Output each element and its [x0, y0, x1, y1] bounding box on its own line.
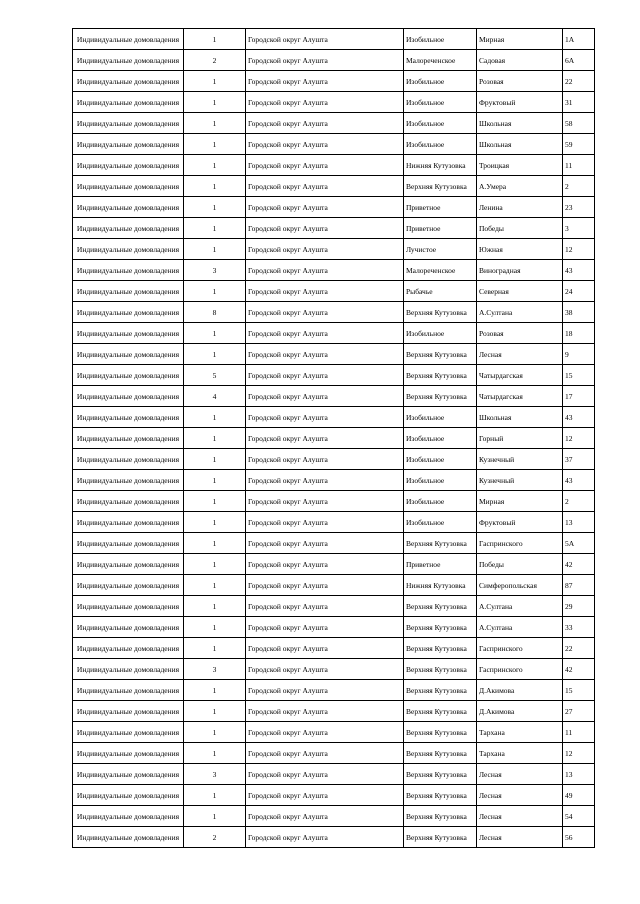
cell-locality: Изобильное [404, 512, 477, 533]
cell-locality: Верхняя Кутузовка [404, 680, 477, 701]
cell-quantity: 1 [184, 323, 246, 344]
table-row [73, 785, 595, 806]
cell-street: Фруктовый [477, 92, 563, 113]
cell-building-type: Индивидуальные домовладения [73, 428, 184, 449]
cell-locality: Малореченское [404, 50, 477, 71]
table-row [73, 113, 595, 134]
cell-locality: Верхняя Кутузовка [404, 764, 477, 785]
cell-district: Городской округ Алушта [246, 449, 404, 470]
table-row [73, 29, 595, 50]
cell-house-number: 23 [563, 197, 595, 218]
table-row [73, 596, 595, 617]
cell-house-number: 3 [563, 218, 595, 239]
table-row [73, 827, 595, 848]
cell-building-type: Индивидуальные домовладения [73, 323, 184, 344]
cell-street: Тархана [477, 722, 563, 743]
cell-building-type: Индивидуальные домовладения [73, 764, 184, 785]
cell-district: Городской округ Алушта [246, 134, 404, 155]
cell-locality: Изобильное [404, 449, 477, 470]
cell-house-number: 2 [563, 176, 595, 197]
cell-district: Городской округ Алушта [246, 155, 404, 176]
cell-quantity: 1 [184, 239, 246, 260]
cell-street: Тархана [477, 743, 563, 764]
cell-locality: Нижняя Кутузовка [404, 575, 477, 596]
cell-district: Городской округ Алушта [246, 491, 404, 512]
cell-locality: Верхняя Кутузовка [404, 344, 477, 365]
cell-street: Мирная [477, 29, 563, 50]
cell-street: Д.Акимова [477, 680, 563, 701]
cell-building-type: Индивидуальные домовладения [73, 533, 184, 554]
cell-street: Кузнечный [477, 449, 563, 470]
cell-quantity: 1 [184, 197, 246, 218]
cell-building-type: Индивидуальные домовладения [73, 785, 184, 806]
table-row [73, 260, 595, 281]
table-row [73, 722, 595, 743]
cell-district: Городской округ Алушта [246, 281, 404, 302]
cell-building-type: Индивидуальные домовладения [73, 92, 184, 113]
cell-district: Городской округ Алушта [246, 743, 404, 764]
cell-street: Лесная [477, 806, 563, 827]
table-row [73, 281, 595, 302]
cell-district: Городской округ Алушта [246, 617, 404, 638]
cell-building-type: Индивидуальные домовладения [73, 743, 184, 764]
cell-building-type: Индивидуальные домовладения [73, 113, 184, 134]
cell-street: Садовая [477, 50, 563, 71]
cell-street: Фруктовый [477, 512, 563, 533]
cell-locality: Изобильное [404, 92, 477, 113]
cell-quantity: 3 [184, 260, 246, 281]
cell-house-number: 43 [563, 407, 595, 428]
cell-locality: Верхняя Кутузовка [404, 302, 477, 323]
cell-street: Южная [477, 239, 563, 260]
cell-quantity: 5 [184, 365, 246, 386]
cell-building-type: Индивидуальные домовладения [73, 176, 184, 197]
cell-quantity: 1 [184, 449, 246, 470]
cell-street: Гаспринского [477, 638, 563, 659]
cell-building-type: Индивидуальные домовладения [73, 512, 184, 533]
table-row [73, 428, 595, 449]
cell-quantity: 2 [184, 827, 246, 848]
cell-district: Городской округ Алушта [246, 50, 404, 71]
cell-street: Чатырдагская [477, 386, 563, 407]
cell-house-number: 58 [563, 113, 595, 134]
cell-house-number: 43 [563, 260, 595, 281]
cell-house-number: 38 [563, 302, 595, 323]
cell-building-type: Индивидуальные домовладения [73, 239, 184, 260]
cell-house-number: 54 [563, 806, 595, 827]
cell-street: Розовая [477, 71, 563, 92]
cell-district: Городской округ Алушта [246, 470, 404, 491]
cell-locality: Верхняя Кутузовка [404, 827, 477, 848]
cell-locality: Изобильное [404, 29, 477, 50]
cell-quantity: 1 [184, 701, 246, 722]
cell-locality: Изобильное [404, 470, 477, 491]
cell-district: Городской округ Алушта [246, 428, 404, 449]
cell-locality: Верхняя Кутузовка [404, 701, 477, 722]
cell-district: Городской округ Алушта [246, 344, 404, 365]
table-row [73, 449, 595, 470]
cell-building-type: Индивидуальные домовладения [73, 344, 184, 365]
cell-house-number: 1А [563, 29, 595, 50]
cell-district: Городской округ Алушта [246, 29, 404, 50]
cell-building-type: Индивидуальные домовладения [73, 218, 184, 239]
cell-quantity: 1 [184, 407, 246, 428]
cell-house-number: 6А [563, 50, 595, 71]
table-row [73, 512, 595, 533]
table-row [73, 218, 595, 239]
cell-building-type: Индивидуальные домовладения [73, 680, 184, 701]
cell-quantity: 1 [184, 176, 246, 197]
table-row [73, 491, 595, 512]
cell-quantity: 1 [184, 806, 246, 827]
cell-district: Городской округ Алушта [246, 386, 404, 407]
cell-building-type: Индивидуальные домовладения [73, 449, 184, 470]
cell-street: Лесная [477, 344, 563, 365]
cell-quantity: 1 [184, 575, 246, 596]
cell-house-number: 13 [563, 764, 595, 785]
cell-locality: Приветное [404, 218, 477, 239]
cell-building-type: Индивидуальные домовладения [73, 806, 184, 827]
cell-building-type: Индивидуальные домовладения [73, 260, 184, 281]
cell-locality: Изобильное [404, 71, 477, 92]
cell-street: Школьная [477, 134, 563, 155]
cell-house-number: 2 [563, 491, 595, 512]
cell-street: Лесная [477, 785, 563, 806]
cell-street: Троицкая [477, 155, 563, 176]
cell-quantity: 8 [184, 302, 246, 323]
cell-district: Городской округ Алушта [246, 176, 404, 197]
cell-street: Розовая [477, 323, 563, 344]
table-row [73, 50, 595, 71]
cell-house-number: 33 [563, 617, 595, 638]
cell-quantity: 1 [184, 428, 246, 449]
cell-locality: Приветное [404, 554, 477, 575]
cell-building-type: Индивидуальные домовладения [73, 50, 184, 71]
cell-quantity: 4 [184, 386, 246, 407]
cell-quantity: 3 [184, 659, 246, 680]
cell-quantity: 1 [184, 491, 246, 512]
cell-district: Городской округ Алушта [246, 218, 404, 239]
cell-district: Городской округ Алушта [246, 323, 404, 344]
table-row [73, 680, 595, 701]
cell-street: Чатырдагская [477, 365, 563, 386]
cell-street: Победы [477, 554, 563, 575]
table-row [73, 806, 595, 827]
cell-district: Городской округ Алушта [246, 302, 404, 323]
cell-street: Симферопольская [477, 575, 563, 596]
table-row [73, 764, 595, 785]
cell-building-type: Индивидуальные домовладения [73, 701, 184, 722]
cell-district: Городской округ Алушта [246, 365, 404, 386]
cell-locality: Малореченское [404, 260, 477, 281]
cell-street: Кузнечный [477, 470, 563, 491]
cell-building-type: Индивидуальные домовладения [73, 386, 184, 407]
cell-building-type: Индивидуальные домовладения [73, 638, 184, 659]
cell-district: Городской округ Алушта [246, 659, 404, 680]
cell-house-number: 24 [563, 281, 595, 302]
cell-district: Городской округ Алушта [246, 785, 404, 806]
cell-house-number: 12 [563, 428, 595, 449]
cell-street: А.Султана [477, 617, 563, 638]
cell-building-type: Индивидуальные домовладения [73, 827, 184, 848]
table-row [73, 743, 595, 764]
cell-district: Городской округ Алушта [246, 92, 404, 113]
cell-locality: Верхняя Кутузовка [404, 785, 477, 806]
cell-house-number: 56 [563, 827, 595, 848]
table-row [73, 407, 595, 428]
cell-street: Победы [477, 218, 563, 239]
table-row [73, 554, 595, 575]
cell-locality: Изобильное [404, 407, 477, 428]
cell-locality: Верхняя Кутузовка [404, 365, 477, 386]
cell-quantity: 1 [184, 92, 246, 113]
cell-locality: Изобильное [404, 323, 477, 344]
cell-house-number: 5А [563, 533, 595, 554]
cell-quantity: 1 [184, 218, 246, 239]
cell-locality: Изобильное [404, 134, 477, 155]
table-row [73, 701, 595, 722]
cell-quantity: 1 [184, 617, 246, 638]
cell-quantity: 1 [184, 680, 246, 701]
cell-street: Д.Акимова [477, 701, 563, 722]
cell-locality: Верхняя Кутузовка [404, 533, 477, 554]
cell-house-number: 43 [563, 470, 595, 491]
cell-building-type: Индивидуальные домовладения [73, 596, 184, 617]
table-row [73, 323, 595, 344]
cell-building-type: Индивидуальные домовладения [73, 134, 184, 155]
cell-street: Северная [477, 281, 563, 302]
cell-locality: Верхняя Кутузовка [404, 722, 477, 743]
cell-locality: Верхняя Кутузовка [404, 386, 477, 407]
table-body [73, 29, 595, 848]
cell-street: А.Султана [477, 596, 563, 617]
table-row [73, 617, 595, 638]
cell-locality: Изобильное [404, 113, 477, 134]
cell-house-number: 87 [563, 575, 595, 596]
cell-house-number: 49 [563, 785, 595, 806]
cell-building-type: Индивидуальные домовладения [73, 281, 184, 302]
cell-house-number: 11 [563, 722, 595, 743]
cell-house-number: 12 [563, 743, 595, 764]
cell-building-type: Индивидуальные домовладения [73, 71, 184, 92]
cell-district: Городской округ Алушта [246, 575, 404, 596]
cell-building-type: Индивидуальные домовладения [73, 575, 184, 596]
cell-locality: Изобильное [404, 491, 477, 512]
table-row [73, 92, 595, 113]
cell-district: Городской округ Алушта [246, 554, 404, 575]
cell-house-number: 17 [563, 386, 595, 407]
cell-street: А.Султана [477, 302, 563, 323]
cell-building-type: Индивидуальные домовладения [73, 722, 184, 743]
cell-quantity: 1 [184, 554, 246, 575]
cell-quantity: 1 [184, 596, 246, 617]
table-row [73, 239, 595, 260]
cell-street: Ленина [477, 197, 563, 218]
cell-quantity: 1 [184, 743, 246, 764]
cell-building-type: Индивидуальные домовладения [73, 29, 184, 50]
cell-house-number: 31 [563, 92, 595, 113]
cell-house-number: 12 [563, 239, 595, 260]
cell-house-number: 15 [563, 680, 595, 701]
cell-district: Городской округ Алушта [246, 71, 404, 92]
cell-quantity: 1 [184, 470, 246, 491]
cell-locality: Лучистое [404, 239, 477, 260]
cell-building-type: Индивидуальные домовладения [73, 659, 184, 680]
cell-building-type: Индивидуальные домовладения [73, 365, 184, 386]
address-table [72, 28, 595, 848]
cell-locality: Верхняя Кутузовка [404, 617, 477, 638]
cell-street: Горный [477, 428, 563, 449]
cell-street: Лесная [477, 764, 563, 785]
cell-street: Лесная [477, 827, 563, 848]
cell-quantity: 1 [184, 785, 246, 806]
cell-house-number: 42 [563, 659, 595, 680]
cell-building-type: Индивидуальные домовладения [73, 470, 184, 491]
cell-building-type: Индивидуальные домовладения [73, 197, 184, 218]
cell-locality: Верхняя Кутузовка [404, 176, 477, 197]
cell-quantity: 1 [184, 344, 246, 365]
cell-locality: Нижняя Кутузовка [404, 155, 477, 176]
cell-district: Городской округ Алушта [246, 680, 404, 701]
cell-quantity: 1 [184, 113, 246, 134]
cell-quantity: 1 [184, 638, 246, 659]
cell-quantity: 1 [184, 29, 246, 50]
table-row [73, 302, 595, 323]
cell-district: Городской округ Алушта [246, 533, 404, 554]
cell-quantity: 1 [184, 722, 246, 743]
cell-locality: Рыбачье [404, 281, 477, 302]
table-row [73, 638, 595, 659]
cell-building-type: Индивидуальные домовладения [73, 617, 184, 638]
cell-district: Городской округ Алушта [246, 722, 404, 743]
cell-district: Городской округ Алушта [246, 827, 404, 848]
cell-house-number: 15 [563, 365, 595, 386]
table-row [73, 386, 595, 407]
cell-street: Гаспринского [477, 533, 563, 554]
cell-district: Городской округ Алушта [246, 113, 404, 134]
cell-building-type: Индивидуальные домовладения [73, 155, 184, 176]
table-row [73, 71, 595, 92]
cell-quantity: 1 [184, 281, 246, 302]
cell-locality: Верхняя Кутузовка [404, 638, 477, 659]
cell-house-number: 42 [563, 554, 595, 575]
cell-locality: Изобильное [404, 428, 477, 449]
cell-district: Городской округ Алушта [246, 512, 404, 533]
table-row [73, 155, 595, 176]
cell-district: Городской округ Алушта [246, 596, 404, 617]
table-row [73, 533, 595, 554]
cell-district: Городской округ Алушта [246, 764, 404, 785]
cell-locality: Верхняя Кутузовка [404, 596, 477, 617]
cell-district: Городской округ Алушта [246, 806, 404, 827]
cell-building-type: Индивидуальные домовладения [73, 491, 184, 512]
cell-quantity: 1 [184, 512, 246, 533]
cell-building-type: Индивидуальные домовладения [73, 302, 184, 323]
table-row [73, 344, 595, 365]
cell-district: Городской округ Алушта [246, 638, 404, 659]
table-row [73, 176, 595, 197]
cell-district: Городской округ Алушта [246, 239, 404, 260]
table-row [73, 197, 595, 218]
table-row [73, 134, 595, 155]
cell-house-number: 29 [563, 596, 595, 617]
cell-house-number: 9 [563, 344, 595, 365]
cell-quantity: 1 [184, 155, 246, 176]
cell-district: Городской округ Алушта [246, 407, 404, 428]
cell-house-number: 37 [563, 449, 595, 470]
cell-district: Городской округ Алушта [246, 260, 404, 281]
cell-district: Городской округ Алушта [246, 701, 404, 722]
cell-house-number: 11 [563, 155, 595, 176]
cell-quantity: 1 [184, 134, 246, 155]
cell-building-type: Индивидуальные домовладения [73, 554, 184, 575]
cell-street: Гаспринского [477, 659, 563, 680]
cell-house-number: 59 [563, 134, 595, 155]
table-row [73, 470, 595, 491]
cell-house-number: 22 [563, 71, 595, 92]
cell-street: Виноградная [477, 260, 563, 281]
cell-locality: Приветное [404, 197, 477, 218]
cell-locality: Верхняя Кутузовка [404, 806, 477, 827]
table-row [73, 575, 595, 596]
cell-quantity: 3 [184, 764, 246, 785]
cell-building-type: Индивидуальные домовладения [73, 407, 184, 428]
cell-quantity: 1 [184, 71, 246, 92]
cell-quantity: 1 [184, 533, 246, 554]
table-row [73, 365, 595, 386]
cell-street: Школьная [477, 113, 563, 134]
cell-quantity: 2 [184, 50, 246, 71]
table-row [73, 659, 595, 680]
cell-locality: Верхняя Кутузовка [404, 659, 477, 680]
cell-district: Городской округ Алушта [246, 197, 404, 218]
cell-house-number: 13 [563, 512, 595, 533]
cell-street: А.Умера [477, 176, 563, 197]
cell-street: Школьная [477, 407, 563, 428]
cell-house-number: 18 [563, 323, 595, 344]
cell-locality: Верхняя Кутузовка [404, 743, 477, 764]
cell-street: Мирная [477, 491, 563, 512]
cell-house-number: 22 [563, 638, 595, 659]
cell-house-number: 27 [563, 701, 595, 722]
